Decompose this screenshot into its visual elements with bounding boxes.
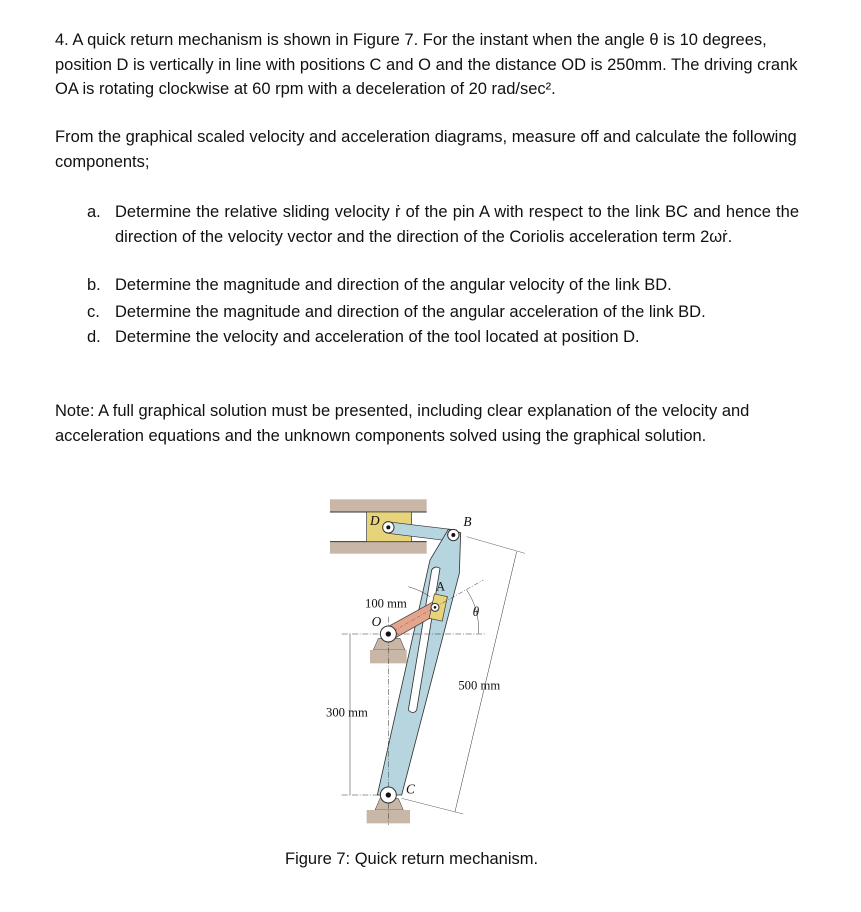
dim-label-100: 100 mm bbox=[365, 596, 407, 611]
lower-guide bbox=[330, 542, 427, 554]
list-text: Determine the velocity and acceleration of the tool located at position D. bbox=[115, 328, 640, 346]
list-text: Determine the magnitude and direction of the angular acceleration of the link BD. bbox=[115, 303, 706, 321]
dim-label-500: 500 mm bbox=[458, 678, 501, 693]
list-item bbox=[87, 200, 799, 249]
quick-return-mechanism-figure bbox=[320, 490, 530, 830]
label-a: A bbox=[436, 579, 446, 594]
list-marker: b. bbox=[87, 276, 101, 294]
list-text: Determine the magnitude and direction of the angular velocity of the link BD. bbox=[115, 276, 672, 294]
label-theta: θ bbox=[472, 604, 480, 619]
list-item bbox=[87, 300, 799, 325]
list-item bbox=[87, 273, 799, 298]
question-intro: 4. A quick return mechanism is shown in Figure 7. For the instant when the angle θ is 10 degrees, position D is vertically in line with positions C and O and the distance OD is 250mm. The driving crank OA is rotating clockwise at 60 rpm with a deceleration of 20 rad/sec². bbox=[55, 31, 798, 99]
pin-center bbox=[451, 533, 455, 537]
extension-line bbox=[402, 798, 464, 814]
question-instruction: From the graphical scaled velocity and acceleration diagrams, measure off and calculate the following components; bbox=[55, 128, 797, 171]
label-c: C bbox=[406, 781, 415, 797]
pin-center bbox=[386, 792, 391, 797]
list-marker: c. bbox=[87, 303, 100, 321]
list-marker: a. bbox=[87, 203, 101, 221]
list-marker: d. bbox=[87, 328, 101, 346]
extension-line bbox=[467, 537, 525, 554]
list-text: Determine the relative sliding velocity ṙ of the pin A with respect to the link BC and hence the direction of the velocity vector and the direction of the Coriolis acceleration term 2ωṙ. bbox=[115, 203, 799, 246]
label-o: O bbox=[371, 614, 382, 629]
label-b: B bbox=[463, 514, 472, 529]
list-item bbox=[87, 325, 799, 350]
pin-center bbox=[386, 631, 391, 636]
figure-caption: Figure 7: Quick return mechanism. bbox=[285, 850, 539, 868]
pin-center bbox=[434, 606, 437, 609]
question-note: Note: A full graphical solution must be presented, including clear explanation of the velocity and acceleration equations and the unknown components solved using the graphical solution. bbox=[55, 402, 750, 445]
label-d: D bbox=[370, 513, 380, 528]
dim-label-300: 300 mm bbox=[326, 705, 368, 720]
pin-center bbox=[386, 525, 390, 529]
upper-guide bbox=[330, 499, 427, 512]
